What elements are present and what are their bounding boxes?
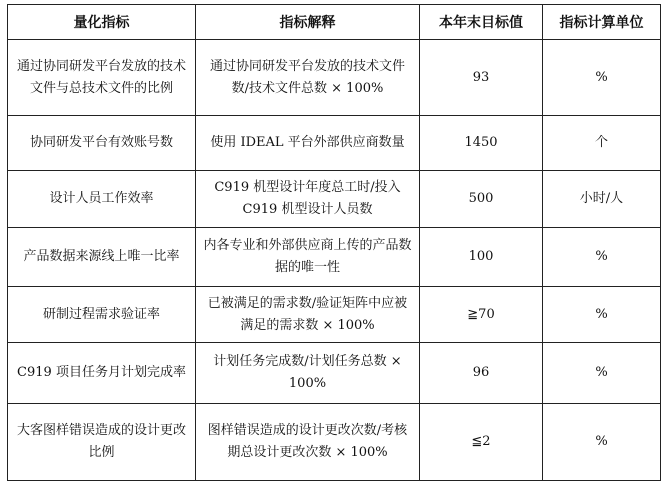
table-body bbox=[8, 40, 661, 481]
target-value: ≦2 bbox=[420, 404, 543, 481]
metric-explanation: C919 机型设计年度总工时/投入 C919 机型设计人员数 bbox=[196, 171, 420, 228]
metric-explanation: 计划任务完成数/计划任务总数 × 100% bbox=[196, 343, 420, 404]
unit: % bbox=[543, 40, 661, 116]
metric-name: 产品数据来源线上唯一比率 bbox=[8, 228, 196, 287]
metric-name: 研制过程需求验证率 bbox=[8, 287, 196, 343]
metric-explanation: 内各专业和外部供应商上传的产品数据的唯一性 bbox=[196, 228, 420, 287]
unit: 个 bbox=[543, 116, 661, 171]
metric-name: C919 项目任务月计划完成率 bbox=[8, 343, 196, 404]
unit: % bbox=[543, 228, 661, 287]
metric-explanation: 通过协同研发平台发放的技术文件数/技术文件总数 × 100% bbox=[196, 40, 420, 116]
target-value: 93 bbox=[420, 40, 543, 116]
table-header bbox=[8, 5, 661, 40]
header-metric: 量化指标 bbox=[8, 5, 196, 40]
table-row bbox=[8, 116, 661, 171]
metric-name: 通过协同研发平台发放的技术文件与总技术文件的比例 bbox=[8, 40, 196, 116]
unit: % bbox=[543, 287, 661, 343]
target-value: 96 bbox=[420, 343, 543, 404]
target-value: ≧70 bbox=[420, 287, 543, 343]
metric-explanation: 使用 IDEAL 平台外部供应商数量 bbox=[196, 116, 420, 171]
unit: 小时/人 bbox=[543, 171, 661, 228]
metric-name: 设计人员工作效率 bbox=[8, 171, 196, 228]
target-value: 1450 bbox=[420, 116, 543, 171]
metric-explanation: 已被满足的需求数/验证矩阵中应被满足的需求数 × 100% bbox=[196, 287, 420, 343]
unit: % bbox=[543, 343, 661, 404]
header-row bbox=[8, 5, 661, 40]
table-row bbox=[8, 404, 661, 481]
table-row bbox=[8, 287, 661, 343]
metric-name: 协同研发平台有效账号数 bbox=[8, 116, 196, 171]
metric-name: 大客图样错误造成的设计更改比例 bbox=[8, 404, 196, 481]
kpi-table bbox=[7, 4, 661, 481]
target-value: 100 bbox=[420, 228, 543, 287]
target-value: 500 bbox=[420, 171, 543, 228]
metric-explanation: 图样错误造成的设计更改次数/考核期总设计更改次数 × 100% bbox=[196, 404, 420, 481]
header-explanation: 指标解释 bbox=[196, 5, 420, 40]
header-target-value: 本年末目标值 bbox=[420, 5, 543, 40]
header-unit: 指标计算单位 bbox=[543, 5, 661, 40]
unit: % bbox=[543, 404, 661, 481]
table-row bbox=[8, 228, 661, 287]
table-row bbox=[8, 171, 661, 228]
table-row bbox=[8, 40, 661, 116]
table-row bbox=[8, 343, 661, 404]
